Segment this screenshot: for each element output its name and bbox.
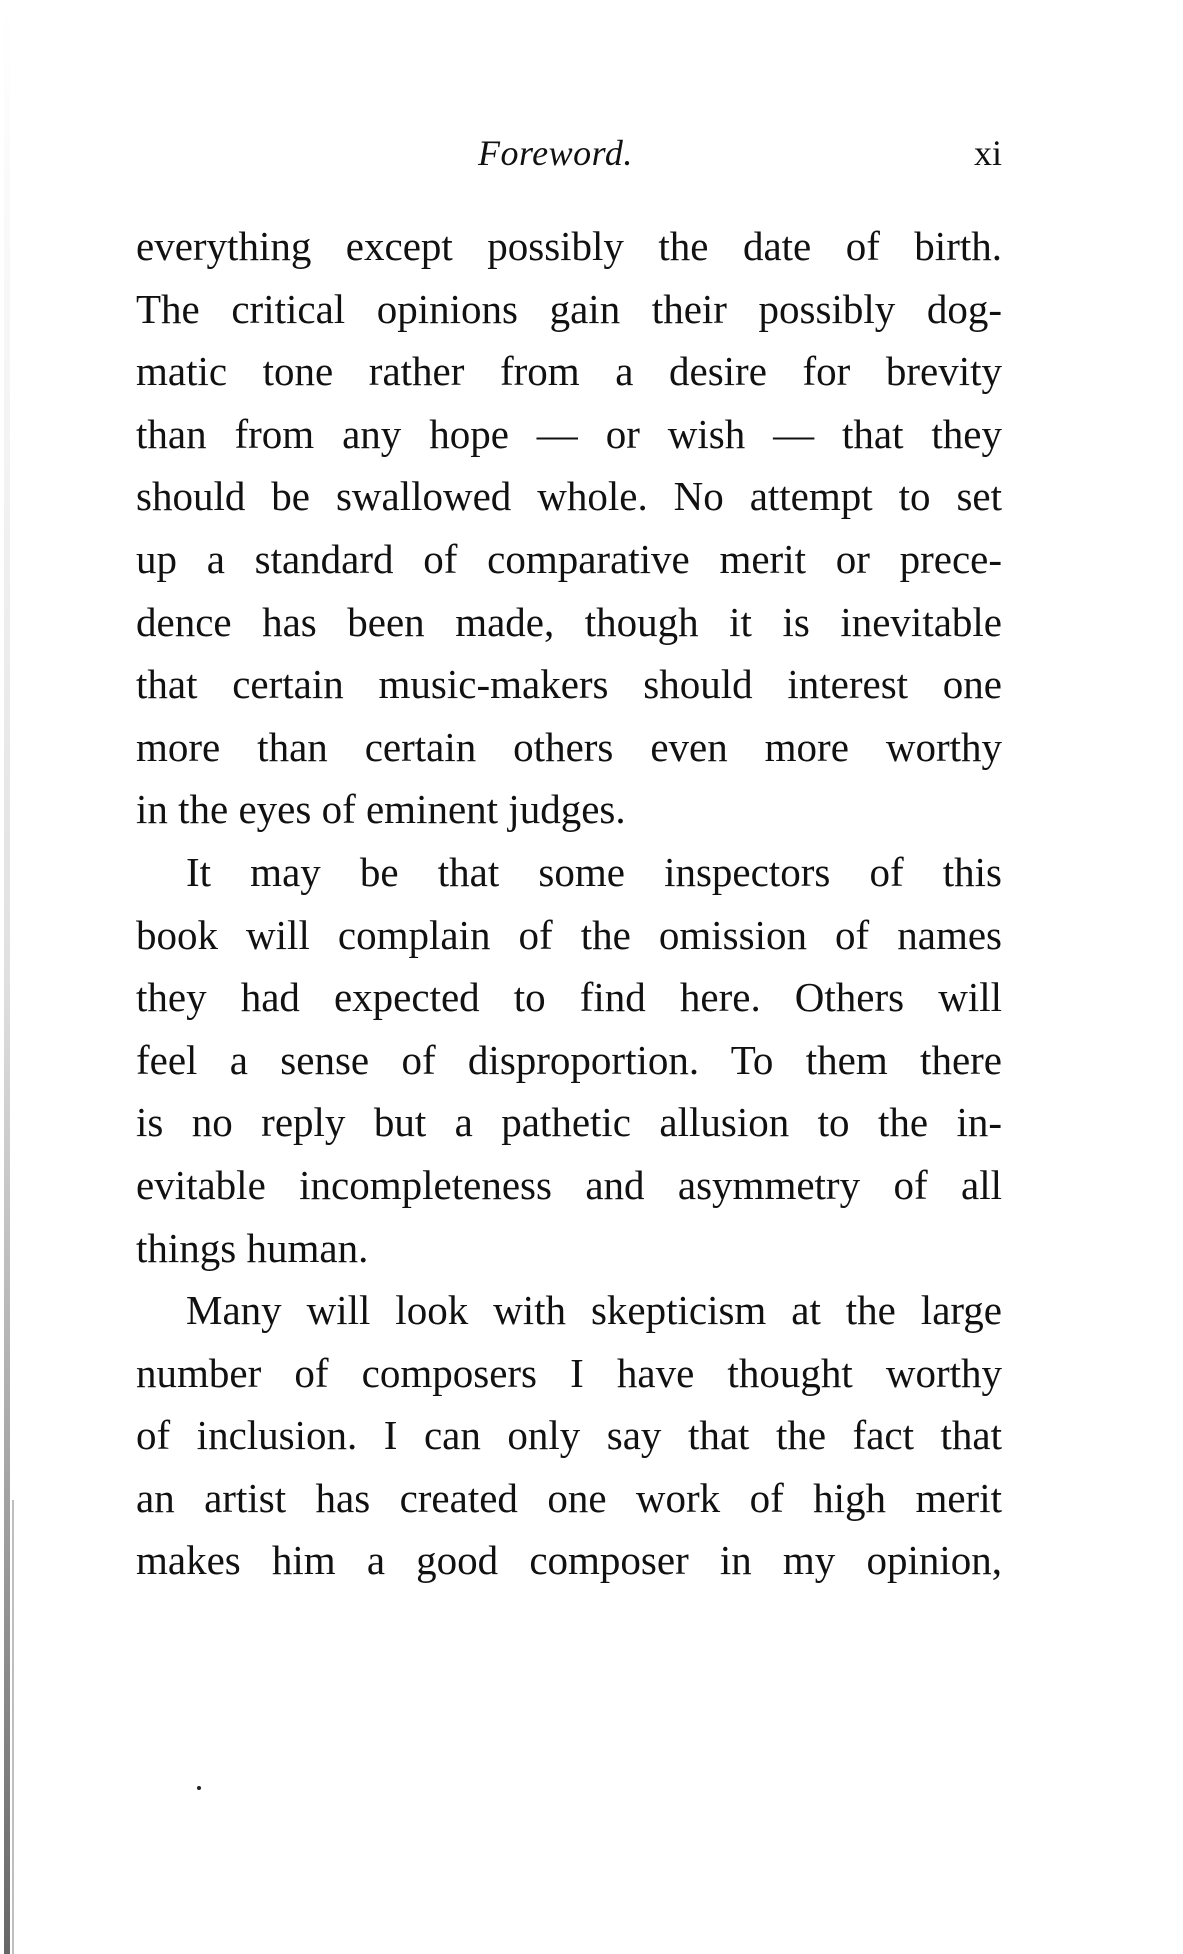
text-line: in the eyes of eminent judges. <box>136 786 626 833</box>
text-line: of inclusion. I can only say that the fact that <box>136 1412 1002 1459</box>
text-line: dence has been made, though it is inevitable <box>136 598 1002 645</box>
text-line: makes him a good composer in my opinion, <box>136 1537 1002 1584</box>
scan-binding-edge <box>4 0 10 1954</box>
text-line: book will complain of the omission of names <box>136 911 1002 958</box>
text-line: things human. <box>136 1224 369 1271</box>
text-line: matic tone rather from a desire for brevity <box>136 348 1002 395</box>
text-line: It may be that some inspectors of this <box>186 848 1002 895</box>
text-line: up a standard of comparative merit or prece- <box>136 535 1002 582</box>
body-text <box>136 215 1002 1592</box>
scan-binding-shadow <box>12 1500 14 1954</box>
text-line: they had expected to find here. Others will <box>136 974 1002 1021</box>
text-line: evitable incompleteness and asymmetry of all <box>136 1161 1002 1208</box>
page-header <box>138 128 1002 178</box>
text-line: should be swallowed whole. No attempt to set <box>136 473 1002 520</box>
text-line: more than certain others even more worthy <box>136 723 1002 770</box>
paragraph-2 <box>136 841 1002 1279</box>
text-line: is no reply but a pathetic allusion to the in- <box>136 1099 1002 1146</box>
running-title: Foreword. <box>478 133 633 173</box>
text-line: than from any hope — or wish — that they <box>136 410 1002 457</box>
text-line: everything except possibly the date of birth. <box>136 223 1002 269</box>
text-line: number of composers I have thought worthy <box>136 1349 1002 1396</box>
ink-speck <box>197 1786 201 1790</box>
page-number: xi <box>973 133 1002 173</box>
text-line: The critical opinions gain their possibly dog- <box>136 285 1002 332</box>
paragraph-3 <box>136 1279 1002 1592</box>
text-line: feel a sense of disproportion. To them there <box>136 1036 1002 1083</box>
text-line: that certain music-makers should interest one <box>136 661 1002 708</box>
text-line: an artist has created one work of high merit <box>136 1474 1002 1521</box>
paragraph-1 <box>136 215 1002 841</box>
text-line: Many will look with skepticism at the large <box>186 1287 1002 1334</box>
